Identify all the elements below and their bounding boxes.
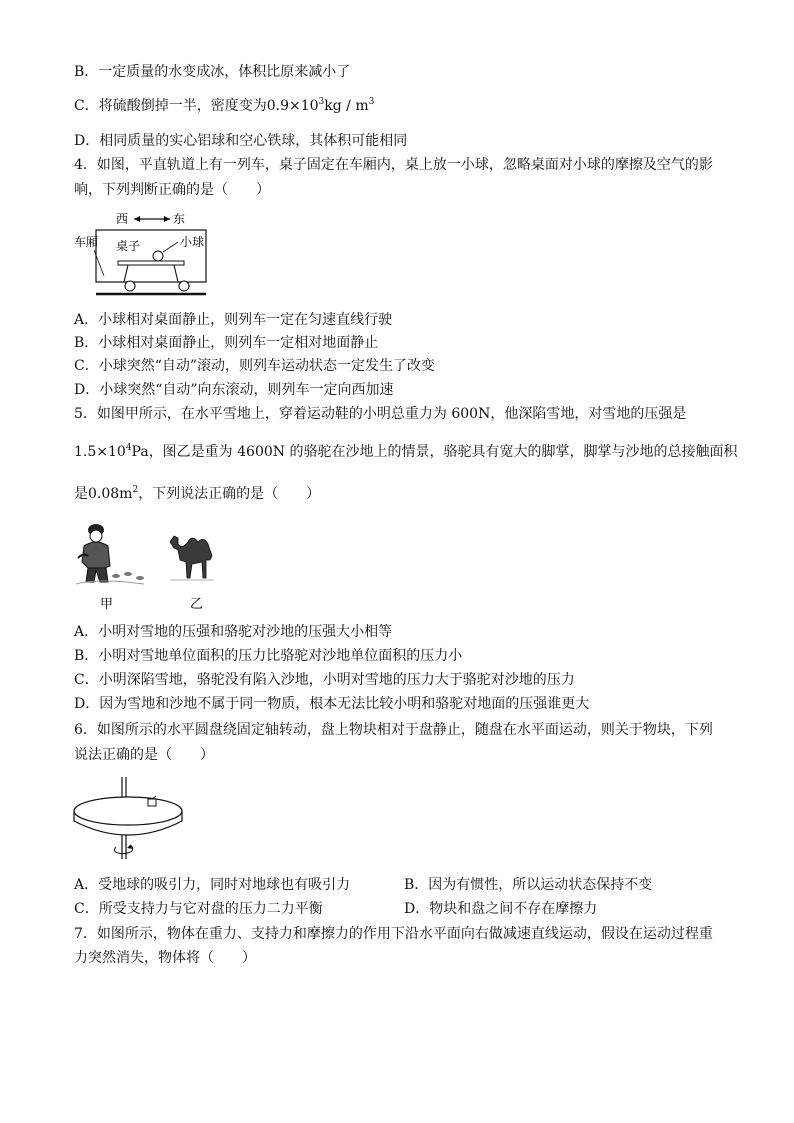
- q4-train-figure: [72, 210, 212, 300]
- q5-stem-line2: [74, 442, 737, 462]
- q5-figure: [74, 520, 224, 615]
- wheel-left: [125, 281, 135, 291]
- q5-area-value: $0.08m^2$: [88, 485, 139, 502]
- disc-top: [74, 797, 182, 825]
- q5-option-a: A．小明对雪地的压强和骆驼对沙地的压强大小相等: [74, 624, 393, 640]
- q5-pressure-value: $1.5\times 10^4Pa$: [74, 443, 149, 460]
- block-shape: [148, 799, 156, 806]
- q5-option-d: D．因为雪地和沙地不属于同一物质，根本无法比较小明和骆驼对地面的压强谁更大: [74, 696, 590, 712]
- q7-stem-line2: 力突然消失，物体将（ ）: [74, 950, 256, 966]
- camel-image: [170, 536, 214, 580]
- q4-option-a: A．小球相对桌面静止，则列车一定在匀速直线行驶: [74, 312, 393, 328]
- q5-stem-line2-text: ，图乙是重为 4600N 的骆驼在沙地上的情景，骆驼具有宽大的脚掌，脚掌与沙地的总接触面积: [148, 444, 738, 460]
- person-in-snow-image: [76, 524, 144, 584]
- q6-option-b: B．因为有惯性，所以运动状态保持不变: [404, 877, 653, 893]
- q6-stem-line2: 说法正确的是（ ）: [74, 747, 214, 763]
- q4-option-b: B．小球相对桌面静止，则列车一定相对地面静止: [74, 335, 379, 351]
- table-label: 桌子: [116, 239, 141, 253]
- q5-stem-line3: 是$0.08m^2$，下列说法正确的是（ ）: [74, 485, 321, 502]
- table-top: [118, 261, 184, 265]
- ball-label: 小球: [180, 235, 205, 249]
- q5-option-c: C．小明深陷雪地，骆驼没有陷入沙地，小明对雪地的压力大于骆驼对沙地的压力: [74, 672, 575, 688]
- q4-option-c: C．小球突然“自动”滚动，则列车运动状态一定发生了改变: [74, 358, 436, 374]
- q5-stem-line1: 5．如图甲所示，在水平雪地上，穿着运动鞋的小明总重力为 600N，他深陷雪地，对雪地的压强是: [74, 406, 687, 422]
- q5-stem-line3-text: ，下列说法正确的是（ ）: [138, 486, 321, 502]
- figure-label-b: 乙: [190, 597, 204, 612]
- q4-stem-line2: 响，下列判断正确的是（ ）: [74, 182, 270, 198]
- q3-option-b: B．一定质量的水变成冰，体积比原来减小了: [74, 64, 351, 80]
- q6-stem-line1: 6．如图所示的水平圆盘绕固定轴转动，盘上物块相对于盘静止，随盘在水平面运动，则关于物块，下列: [74, 722, 713, 738]
- figure-label-a: 甲: [100, 597, 114, 612]
- east-label: 东: [173, 212, 186, 226]
- q6-option-d: D．物块和盘之间不存在摩擦力: [404, 901, 598, 917]
- q5-option-b: B．小明对雪地单位面积的压力比骆驼对沙地单位面积的压力小: [74, 648, 463, 664]
- west-label: 西: [116, 212, 129, 226]
- carriage-label: 车厢: [74, 235, 99, 249]
- ball-shape: [153, 251, 163, 261]
- wheel-right: [179, 281, 189, 291]
- q6-option-c: C．所受支持力与它对盘的压力二力平衡: [74, 901, 323, 917]
- q3-option-c: [74, 96, 374, 116]
- q6-option-a: A．受地球的吸引力，同时对地球也有吸引力: [74, 877, 351, 893]
- q3-option-c-text: C．将硫酸倒掉一半，密度变为: [74, 98, 267, 114]
- q6-disc-figure: [72, 775, 192, 863]
- q7-stem-line1: 7．如图所示，物体在重力、支持力和摩擦力的作用下沿水平面向右做减速直线运动，假设在运动过程重: [74, 926, 713, 942]
- q4-stem-line1: 4．如图，平直轨道上有一列车，桌子固定在车厢内，桌上放一小球，忽略桌面对小球的摩擦及空气的影: [74, 157, 713, 173]
- q3-density-value: $0.9\times 10^3kg / m^3$: [266, 97, 375, 114]
- q4-option-d: D．小球突然“自动”向东滚动，则列车一定向西加速: [74, 382, 394, 398]
- q3-option-d: D．相同质量的实心铝球和空心铁球，其体积可能相同: [74, 133, 408, 149]
